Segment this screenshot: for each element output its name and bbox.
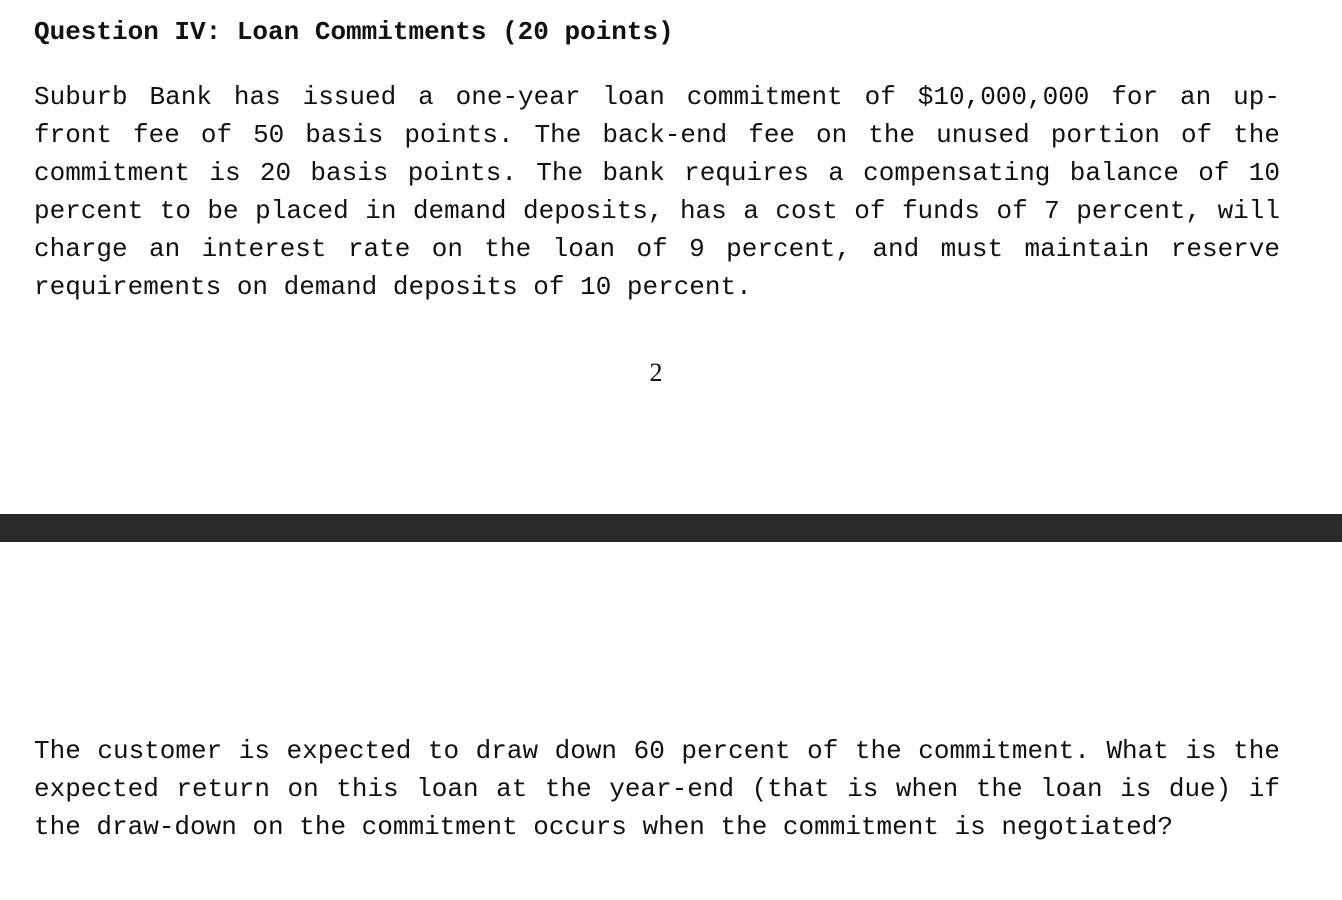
- page-separator: [0, 514, 1342, 542]
- question-paragraph-2: The customer is expected to draw down 60 percent of the commitment. What is the expected return on this loan at the year-end (that is when the loan is due) if the draw-down on the commitment occurs when the commitment is negotiated?: [34, 736, 1280, 842]
- question-title: Question IV: Loan Commitments (20 points): [34, 17, 674, 47]
- page-number: 2: [649, 358, 663, 387]
- question-paragraph-1: Suburb Bank has issued a one-year loan commitment of $10,000,000 for an up-front fee of 50 basis points. The back-end fee on the unused portion of the commitment is 20 basis points. The bank requires a compensating balance of 10 percent to be placed in demand deposits, has a cost of funds of 7 percent, will charge an interest rate on the loan of 9 percent, and must maintain reserve requirements on demand deposits of 10 percent.: [34, 82, 1280, 302]
